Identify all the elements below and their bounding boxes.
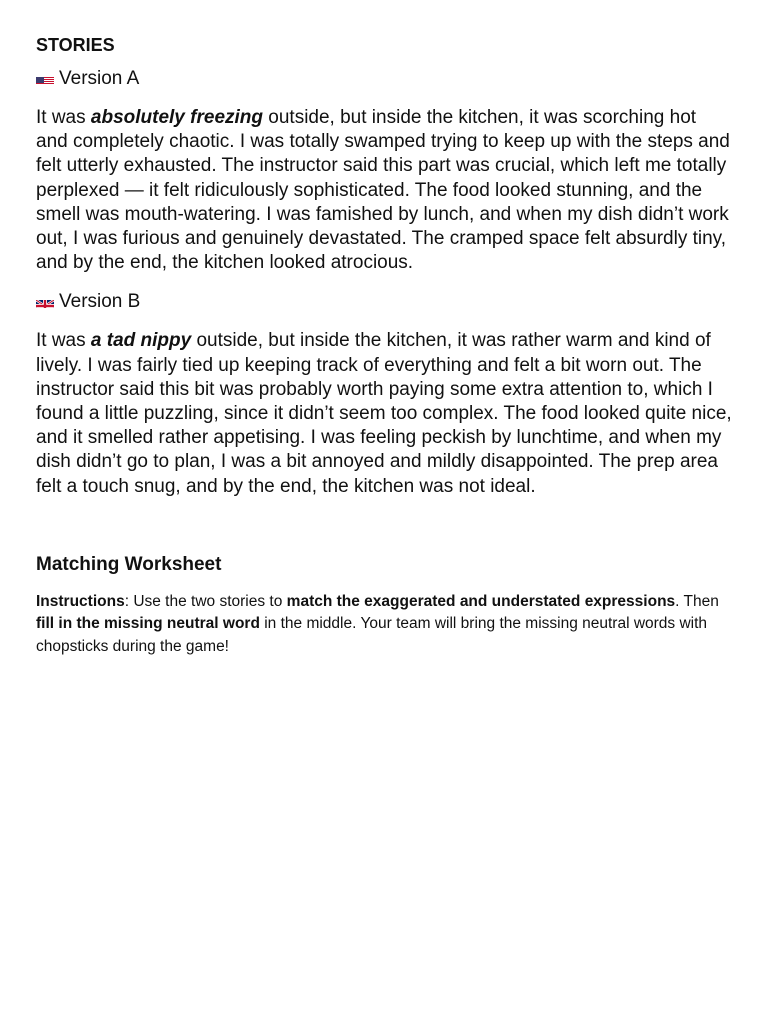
- instructions-bold1: match the exaggerated and understated expressions: [286, 592, 676, 610]
- version-a-label: [36, 68, 732, 90]
- version-b-label-text: Version B: [59, 291, 141, 313]
- instructions-part2: . Then: [675, 592, 719, 610]
- story-a-body: outside, but inside the kitchen, it was scorching hot and completely chaotic. I was totally swamped trying to keep up with the steps and felt utterly exhausted. The instructor said this part was crucial, which left me totally perplexed — it felt ridiculously sophisticated. The food looked stunning, and the smell was mouth-watering. I was famished by lunch, and when my dish didn’t work out, I was furious and genuinely devastated. The cramped space felt absurdly tiny, and by the end, the kitchen looked atrocious.: [36, 107, 730, 274]
- instructions-label: Instructions: [36, 592, 125, 610]
- story-version-b: [36, 329, 732, 498]
- story-a-intro: It was: [36, 107, 91, 128]
- worksheet-instructions: [36, 591, 732, 659]
- story-a-emphasis: absolutely freezing: [90, 107, 264, 128]
- stories-heading: STORIES: [36, 35, 115, 55]
- uk-flag-icon: [36, 296, 54, 308]
- story-version-a: [36, 106, 732, 275]
- version-a-label-text: Version A: [59, 68, 140, 89]
- instructions-part3: in the middle. Your team will bring the missing neutral words with chopsticks during the game!: [36, 615, 708, 655]
- instructions-bold2: fill in the missing neutral word: [36, 615, 260, 633]
- story-b-intro: It was: [36, 330, 91, 352]
- story-b-emphasis: a tad nippy: [90, 330, 192, 352]
- instructions-part1: : Use the two stories to: [124, 592, 287, 610]
- worksheet-title: Matching Worksheet: [36, 553, 222, 575]
- version-b-label: [36, 291, 732, 313]
- us-flag-icon: [36, 73, 54, 85]
- story-b-body: outside, but inside the kitchen, it was rather warm and kind of lively. I was fairly tied up keeping track of everything and felt a bit worn out. The instructor said this bit was probably worth paying some extra attention to, which I found a little puzzling, since it didn’t seem too complex. The food looked quite nice, and it smelled rather appetising. I was feeling peckish by lunchtime, and when my dish didn’t go to plan, I was a bit annoyed and mildly disappointed. The prep area felt a touch snug, and by the end, the kitchen was not ideal.: [36, 330, 732, 497]
